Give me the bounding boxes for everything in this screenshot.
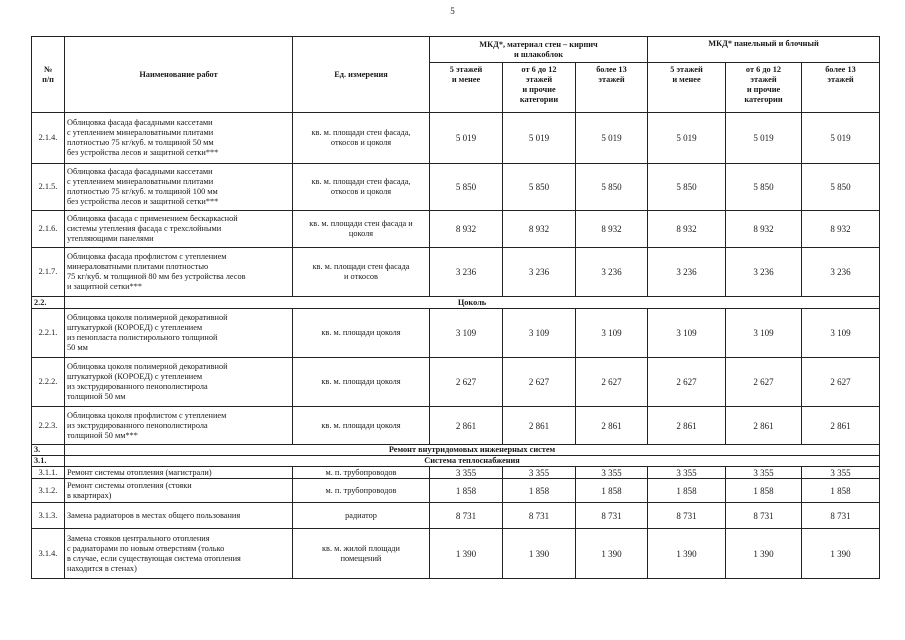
header-group-brick: МКД*, материал стен – кирпич и шлакоблок (430, 37, 648, 63)
unit-cell: кв. м. площади цоколя (293, 358, 430, 407)
value-cell: 2 861 (430, 407, 503, 445)
row-number: 3.1.2. (32, 479, 65, 503)
header-sub-6: более 13 этажей (802, 63, 880, 113)
section-num: 2.2. (32, 297, 65, 309)
table-row (32, 479, 880, 503)
table-row (32, 503, 880, 529)
value-cell: 3 355 (726, 467, 802, 479)
table-row (32, 467, 880, 479)
value-cell: 3 109 (503, 309, 576, 358)
row-number: 2.1.7. (32, 248, 65, 297)
value-cell: 3 355 (802, 467, 880, 479)
table-row (32, 211, 880, 248)
header-unit: Ед. измерения (293, 37, 430, 113)
section-num: 3.1. (32, 456, 65, 467)
value-cell: 2 627 (430, 358, 503, 407)
table-row (32, 164, 880, 211)
row-number: 3.1.4. (32, 529, 65, 579)
value-cell: 8 932 (430, 211, 503, 248)
section-row (32, 297, 880, 309)
value-cell: 1 390 (648, 529, 726, 579)
value-cell: 5 019 (430, 113, 503, 164)
value-cell: 1 390 (726, 529, 802, 579)
price-table (31, 36, 880, 579)
work-name: Облицовка фасада фасадными кассетами с утеплением минераловатными плитами плотностью 75 кг/куб. м толщиной 50 мм без устройства лесов и защитной сетки*** (65, 113, 293, 164)
value-cell: 1 858 (802, 479, 880, 503)
value-cell: 2 861 (503, 407, 576, 445)
value-cell: 8 731 (430, 503, 503, 529)
value-cell: 8 731 (802, 503, 880, 529)
value-cell: 5 019 (648, 113, 726, 164)
unit-cell: кв. м. площади цоколя (293, 407, 430, 445)
unit-cell: м. п. трубопроводов (293, 479, 430, 503)
value-cell: 3 355 (503, 467, 576, 479)
value-cell: 1 390 (503, 529, 576, 579)
value-cell: 1 858 (726, 479, 802, 503)
header-name: Наименование работ (65, 37, 293, 113)
value-cell: 5 850 (648, 164, 726, 211)
unit-cell: кв. м. жилой площади помещений (293, 529, 430, 579)
unit-cell: кв. м. площади стен фасада и откосов (293, 248, 430, 297)
unit-cell: кв. м. площади стен фасада и цоколя (293, 211, 430, 248)
value-cell: 1 858 (503, 479, 576, 503)
work-name: Облицовка цоколя полимерной декоративной штукатуркой (КОРОЕД) с утеплением из пенопласта полистирольного толщиной 50 мм (65, 309, 293, 358)
value-cell: 1 858 (430, 479, 503, 503)
unit-cell: м. п. трубопроводов (293, 467, 430, 479)
value-cell: 8 731 (648, 503, 726, 529)
table-row (32, 358, 880, 407)
value-cell: 2 627 (726, 358, 802, 407)
value-cell: 5 850 (503, 164, 576, 211)
rows-facade (32, 113, 880, 297)
value-cell: 5 850 (430, 164, 503, 211)
row-number: 3.1.3. (32, 503, 65, 529)
value-cell: 3 109 (576, 309, 648, 358)
value-cell: 2 861 (576, 407, 648, 445)
value-cell: 5 850 (576, 164, 648, 211)
section-title: Цоколь (65, 297, 880, 309)
section-title: Система теплоснабжения (65, 456, 880, 467)
value-cell: 8 731 (576, 503, 648, 529)
value-cell: 8 932 (802, 211, 880, 248)
section-row (32, 456, 880, 467)
value-cell: 5 019 (503, 113, 576, 164)
value-cell: 1 390 (576, 529, 648, 579)
value-cell: 1 858 (576, 479, 648, 503)
work-name: Замена стояков центрального отопления с радиаторами по новым отверстиям (только в случае, если существующая система отопления находится в стенах) (65, 529, 293, 579)
value-cell: 8 731 (726, 503, 802, 529)
value-cell: 1 858 (648, 479, 726, 503)
value-cell: 3 236 (648, 248, 726, 297)
unit-cell: радиатор (293, 503, 430, 529)
value-cell: 3 109 (726, 309, 802, 358)
value-cell: 5 019 (726, 113, 802, 164)
table-row (32, 309, 880, 358)
value-cell: 8 932 (726, 211, 802, 248)
value-cell: 3 109 (430, 309, 503, 358)
work-name: Облицовка фасада с применением бескаркасной системы утепления фасада с трехслойными утепляющими панелями (65, 211, 293, 248)
table-row (32, 529, 880, 579)
value-cell: 3 236 (430, 248, 503, 297)
value-cell: 1 390 (430, 529, 503, 579)
table-row (32, 113, 880, 164)
value-cell: 5 019 (576, 113, 648, 164)
header-sub-1: 5 этажей и менее (430, 63, 503, 113)
value-cell: 5 019 (802, 113, 880, 164)
value-cell: 3 355 (430, 467, 503, 479)
value-cell: 2 627 (802, 358, 880, 407)
section-num: 3. (32, 445, 65, 456)
header-sub-4: 5 этажей и менее (648, 63, 726, 113)
row-number: 2.1.6. (32, 211, 65, 248)
section-title: Ремонт внутридомовых инженерных систем (65, 445, 880, 456)
value-cell: 3 236 (802, 248, 880, 297)
header-group-panel: МКД* панельный и блочный (648, 37, 880, 63)
value-cell: 3 236 (726, 248, 802, 297)
value-cell: 8 932 (648, 211, 726, 248)
value-cell: 8 932 (503, 211, 576, 248)
value-cell: 2 627 (503, 358, 576, 407)
work-name: Облицовка фасада фасадными кассетами с утеплением минераловатными плитами плотностью 75 кг/куб. м толщиной 100 мм без устройства лесов и защитной сетки*** (65, 164, 293, 211)
page-number: 5 (450, 6, 455, 16)
table-row (32, 248, 880, 297)
row-number: 2.2.1. (32, 309, 65, 358)
value-cell: 2 627 (648, 358, 726, 407)
work-name: Ремонт системы отопления (стояки в квартирах) (65, 479, 293, 503)
value-cell: 2 861 (802, 407, 880, 445)
value-cell: 3 109 (648, 309, 726, 358)
value-cell: 1 390 (802, 529, 880, 579)
value-cell: 2 861 (648, 407, 726, 445)
row-number: 3.1.1. (32, 467, 65, 479)
header-num: № п/п (32, 37, 65, 113)
row-number: 2.1.4. (32, 113, 65, 164)
value-cell: 3 355 (576, 467, 648, 479)
unit-cell: кв. м. площади стен фасада, откосов и цоколя (293, 113, 430, 164)
header-sub-3: более 13 этажей (576, 63, 648, 113)
row-number: 2.2.2. (32, 358, 65, 407)
unit-cell: кв. м. площади цоколя (293, 309, 430, 358)
value-cell: 5 850 (802, 164, 880, 211)
header-sub-2: от 6 до 12 этажей и прочие категории (503, 63, 576, 113)
row-number: 2.1.5. (32, 164, 65, 211)
work-name: Облицовка цоколя полимерной декоративной штукатуркой (КОРОЕД) с утеплением из экструдированного пенополистирола толщиной 50 мм (65, 358, 293, 407)
work-name: Ремонт системы отопления (магистрали) (65, 467, 293, 479)
value-cell: 3 355 (648, 467, 726, 479)
value-cell: 2 861 (726, 407, 802, 445)
rows-heating (32, 467, 880, 579)
value-cell: 3 236 (503, 248, 576, 297)
value-cell: 3 109 (802, 309, 880, 358)
value-cell: 2 627 (576, 358, 648, 407)
work-name: Облицовка цоколя профлистом с утеплением из экструдированного пенополистирола толщиной 50 мм*** (65, 407, 293, 445)
value-cell: 5 850 (726, 164, 802, 211)
unit-cell: кв. м. площади стен фасада, откосов и цоколя (293, 164, 430, 211)
work-name: Облицовка фасада профлистом с утеплением минераловатными плитами плотностью 75 кг/куб. м толщиной 80 мм без устройства лесов и защитной сетки*** (65, 248, 293, 297)
section-row (32, 445, 880, 456)
value-cell: 8 932 (576, 211, 648, 248)
table-row (32, 407, 880, 445)
header-sub-5: от 6 до 12 этажей и прочие категории (726, 63, 802, 113)
rows-plinth (32, 309, 880, 445)
value-cell: 3 236 (576, 248, 648, 297)
value-cell: 8 731 (503, 503, 576, 529)
work-name: Замена радиаторов в местах общего пользования (65, 503, 293, 529)
row-number: 2.2.3. (32, 407, 65, 445)
